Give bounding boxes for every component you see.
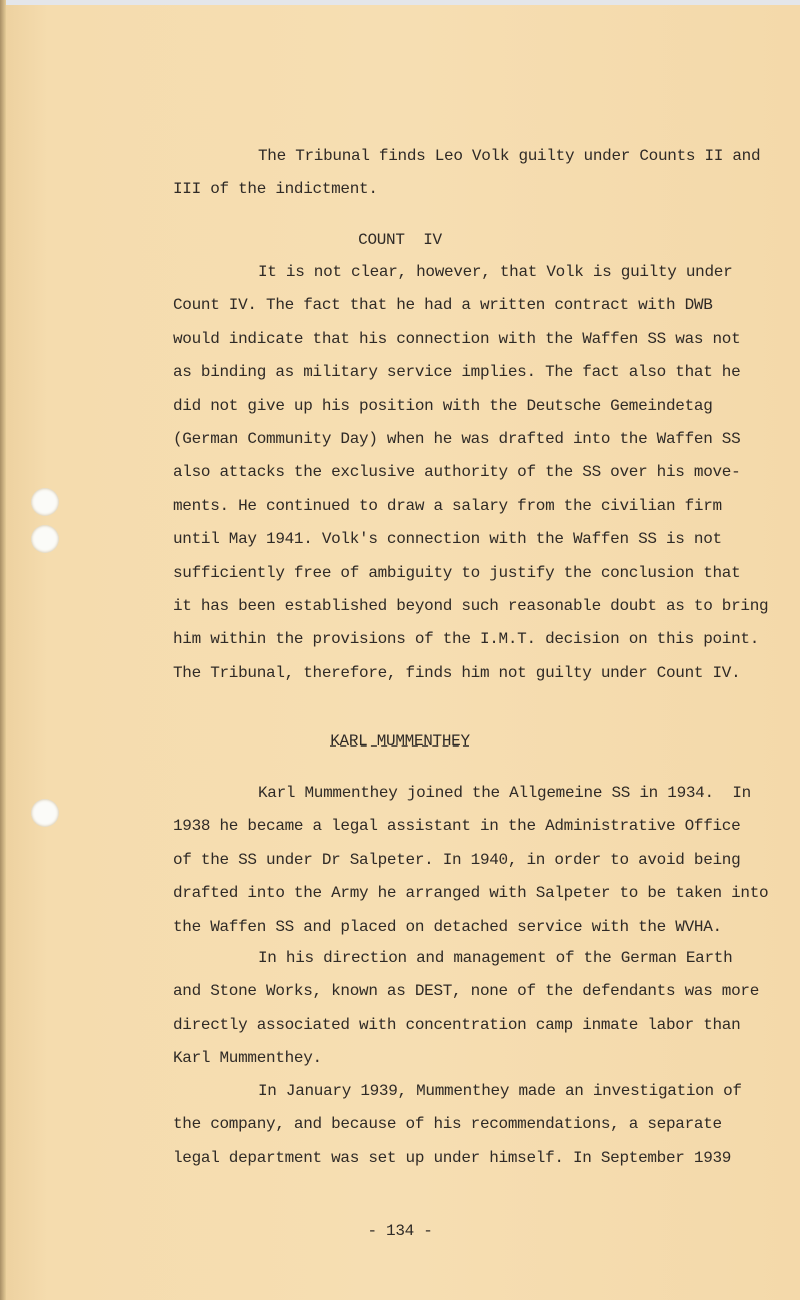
paragraph-line: III of the indictment. [173,180,378,199]
paragraph-line: also attacks the exclusive authority of the SS over his move- [173,463,741,482]
paragraph-line: as binding as military service implies. The fact also that he [173,363,741,382]
paragraph-line: Count IV. The fact that he had a written contract with DWB [173,296,713,315]
punch-hole [31,525,59,553]
paragraph-line: The Tribunal finds Leo Volk guilty under Counts II and [258,147,761,165]
paragraph-line: In his direction and management of the German Earth [258,949,733,967]
paragraph-line: sufficiently free of ambiguity to justify the conclusion that [173,563,741,582]
paragraph-line: legal department was set up under himself. In September 1939 [173,1148,732,1167]
paragraph-line: the company, and because of his recommendations, a separate [173,1115,722,1134]
paragraph-line: of the SS under Dr Salpeter. In 1940, in order to avoid being [173,850,741,869]
paragraph-line: In January 1939, Mummenthey made an investigation of [258,1082,742,1100]
paragraph-line: Karl Mummenthey joined the Allgemeine SS in 1934. In [258,784,751,802]
paragraph-line: 1938 he became a legal assistant in the Administrative Office [173,817,741,836]
paragraph-line: It is not clear, however, that Volk is guilty under [258,263,733,281]
paragraph-line: him within the provisions of the I.M.T. decision on this point. [173,630,759,649]
paragraph-line: (German Community Day) when he was drafted into the Waffen SS [173,430,741,448]
paragraph-line: it has been established beyond such reasonable doubt as to bring [173,597,769,615]
page-top-edge [0,0,800,5]
paragraph-line: The Tribunal, therefore, finds him not guilty under Count IV. [173,663,741,682]
punch-hole [31,488,59,516]
paragraph-line: Karl Mummenthey. [173,1049,322,1068]
page-left-edge [0,0,6,1300]
section-heading-karl-mummenthey: KARL MUMMENTHEY [330,732,470,750]
paragraph-line: did not give up his position with the Deutsche Gemeindetag [173,396,713,415]
paragraph-line: directly associated with concentration camp inmate labor than [173,1015,741,1034]
paragraph-line: and Stone Works, known as DEST, none of the defendants was more [173,982,759,1001]
paragraph-line: ments. He continued to draw a salary from the civilian firm [173,496,722,515]
paragraph-line: the Waffen SS and placed on detached service with the WVHA. [173,917,722,936]
section-heading-count-iv: COUNT IV [358,231,442,249]
paragraph-line: drafted into the Army he arranged with Salpeter to be taken into [173,884,769,903]
paragraph-line: would indicate that his connection with the Waffen SS was not [173,329,741,348]
page-number: - 134 - [367,1222,433,1240]
paragraph-line: until May 1941. Volk's connection with the Waffen SS is not [173,530,722,549]
punch-hole [31,799,59,827]
